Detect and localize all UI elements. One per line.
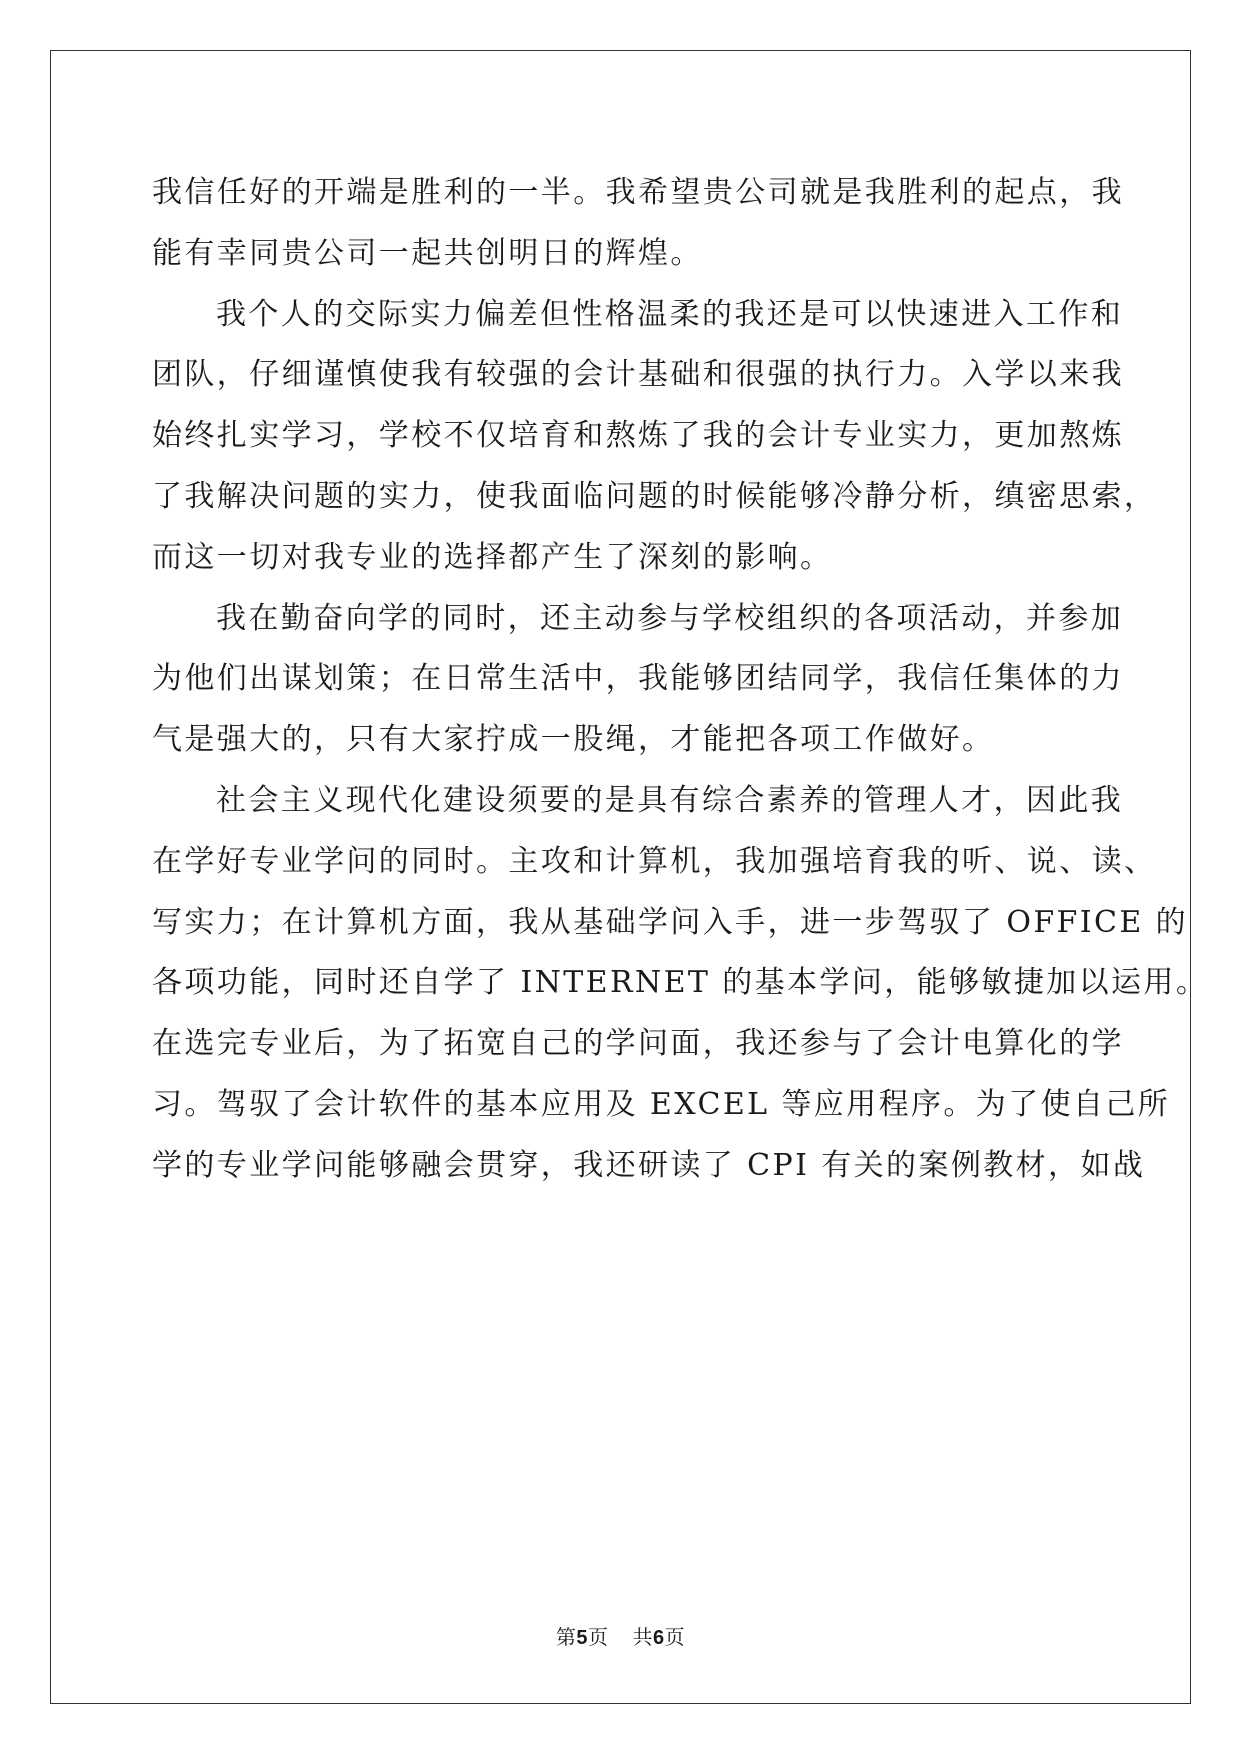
paragraph (152, 163, 1124, 285)
text-line: 而这一切对我专业的选择都产生了深刻的影响。 (152, 539, 833, 575)
text-line: 在学好专业学问的同时。主攻和计算机，我加强培育我的听、说、读、 (152, 843, 1157, 879)
text-line: 学的专业学问能够融会贯穿，我还研读了 CPI 有关的案例教材，如战 (152, 1147, 1146, 1183)
text-line: 气是强大的，只有大家拧成一股绳，才能把各项工作做好。 (152, 722, 995, 758)
text-line: 我在勤奋向学的同时，还主动参与学校组织的各项活动，并参加 (216, 600, 1124, 636)
text-line: 写实力；在计算机方面，我从基础学问入手，进一步驾驭了 OFFICE 的 (152, 904, 1189, 940)
total-page-number: 6 (653, 1627, 665, 1649)
text-line: 了我解决问题的实力，使我面临问题的时候能够冷静分析，缜密思索， (152, 478, 1157, 514)
total-label-prefix: 共 (632, 1625, 653, 1649)
text-line: 我个人的交际实力偏差但性格温柔的我还是可以快速进入工作和 (216, 296, 1124, 332)
text-line: 为他们出谋划策；在日常生活中，我能够团结同学，我信任集体的力 (152, 661, 1124, 697)
text-line: 我信任好的开端是胜利的一半。我希望贵公司就是我胜利的起点，我 (152, 175, 1124, 210)
text-line: 在选完专业后，为了拓宽自己的学问面，我还参与了会计电算化的学 (152, 1026, 1124, 1062)
text-line: 团队，仔细谨慎使我有较强的会计基础和很强的执行力。入学以来我 (152, 357, 1124, 393)
page-label-suffix: 页 (588, 1625, 609, 1649)
document-body (152, 163, 1209, 1197)
text-line: 能有幸同贵公司一起共创明日的辉煌。 (152, 235, 703, 271)
text-line: 社会主义现代化建设须要的是具有综合素养的管理人才，因此我 (216, 782, 1124, 818)
total-label-suffix: 页 (664, 1625, 686, 1649)
current-page-number: 5 (576, 1627, 588, 1649)
text-line: 始终扎实学习，学校不仅培育和熬炼了我的会计专业实力，更加熬炼 (152, 418, 1124, 454)
paragraph (152, 285, 1157, 589)
page-footer (0, 1624, 1241, 1651)
text-line: 习。驾驭了会计软件的基本应用及 EXCEL 等应用程序。为了使自己所 (152, 1086, 1171, 1122)
paragraph (152, 589, 1124, 771)
page-label-prefix: 第 (555, 1625, 577, 1649)
text-line: 各项功能，同时还自学了 INTERNET 的基本学问，能够敏捷加以运用。 (152, 965, 1209, 1001)
paragraph (152, 771, 1209, 1197)
